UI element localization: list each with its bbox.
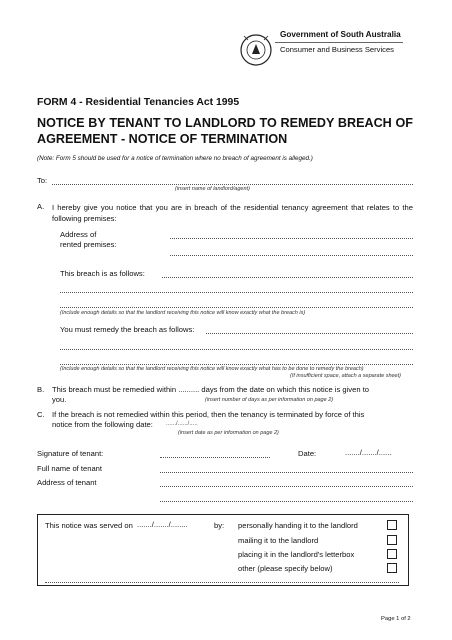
service-option-letterbox-checkbox[interactable]: [387, 549, 397, 559]
to-hint: (insert name of landlord/agent): [175, 186, 250, 192]
breach-hint: (Include enough details so that the landlord receiving this notice will know exactly what the breach is): [60, 310, 306, 316]
service-option-hand: personally handing it to the landlord: [238, 521, 358, 530]
remedy-field-1[interactable]: [206, 325, 413, 334]
government-seal-logo: [234, 28, 278, 72]
signature-date-field[interactable]: ......./......./......: [345, 448, 392, 457]
section-a-letter: A.: [37, 202, 45, 211]
section-b-hint: (insert number of days as per information on page 2): [205, 397, 334, 403]
form-title: FORM 4 - Residential Tenancies Act 1995: [37, 97, 240, 108]
remedy-hint-2: (If insufficient space, attach a separate sheet): [290, 373, 401, 379]
service-option-other: other (please specify below): [238, 564, 333, 573]
breach-field-1[interactable]: [162, 269, 413, 278]
note: (Note: Form 5 should be used for a notice of termination where no breach of agreement is alleged.): [37, 155, 313, 162]
service-option-hand-checkbox[interactable]: [387, 520, 397, 530]
signature-field[interactable]: [160, 449, 270, 458]
served-label: This notice was served on: [45, 521, 133, 530]
breach-field-2[interactable]: [60, 284, 413, 293]
address-label-2: rented premises:: [60, 240, 117, 249]
service-option-mail-checkbox[interactable]: [387, 535, 397, 545]
signature-label: Signature of tenant:: [37, 449, 104, 458]
org-department: Consumer and Business Services: [280, 45, 394, 54]
section-c-letter: C.: [37, 410, 45, 419]
service-option-letterbox: placing it in the landlord's letterbox: [238, 550, 355, 559]
full-name-field[interactable]: [160, 464, 413, 473]
termination-date-field[interactable]: ....../....../.....: [166, 421, 198, 427]
service-option-other-checkbox[interactable]: [387, 563, 397, 573]
to-label: To:: [37, 176, 48, 185]
section-b-text-2: you.: [52, 395, 67, 404]
remedy-field-2[interactable]: [60, 341, 413, 350]
served-date-field[interactable]: ......./......./........: [137, 520, 188, 529]
tenant-address-label: Address of tenant: [37, 478, 97, 487]
date-label: Date:: [298, 449, 317, 458]
breach-label: This breach is as follows:: [60, 269, 145, 278]
main-title: NOTICE BY TENANT TO LANDLORD TO REMEDY BREACH OF AGREEMENT - NOTICE OF TERMINATION: [37, 116, 413, 146]
address-field-2[interactable]: [170, 247, 413, 256]
section-c-text-1: If the breach is not remedied within this period, then the tenancy is terminated by force of this: [52, 410, 365, 419]
section-b-text-1: This breach must be remedied within .......... days from the date on which this notice is given to: [52, 385, 369, 394]
section-c-hint: (insert date as per information on page 2): [178, 430, 279, 436]
to-field[interactable]: [52, 176, 413, 185]
seal-icon: [234, 28, 278, 72]
remedy-hint: (Include enough details so that the landlord receiving this notice will know exactly what has to be done to remedy the breach): [60, 366, 364, 372]
service-other-field[interactable]: [45, 574, 399, 583]
remedy-field-3[interactable]: [60, 356, 413, 365]
breach-field-3[interactable]: [60, 299, 413, 308]
org-name: Government of South Australia: [280, 30, 401, 39]
tenant-address-field-1[interactable]: [160, 478, 413, 487]
section-c-text-2: notice from the following date:: [52, 420, 153, 429]
full-name-label: Full name of tenant: [37, 464, 103, 473]
page-number: Page 1 of 2: [381, 616, 411, 622]
service-option-mail: mailing it to the landlord: [238, 536, 319, 545]
section-b-letter: B.: [37, 385, 45, 394]
tenant-address-field-2[interactable]: [160, 493, 413, 502]
remedy-label: You must remedy the breach as follows:: [60, 325, 195, 334]
address-field-1[interactable]: [170, 230, 413, 239]
served-by-label: by:: [214, 521, 225, 530]
section-a-text: I hereby give you notice that you are in breach of the residential tenancy agreement that relates to the following premises:: [52, 203, 413, 223]
address-label-1: Address of: [60, 230, 97, 239]
header-divider: [275, 42, 403, 43]
